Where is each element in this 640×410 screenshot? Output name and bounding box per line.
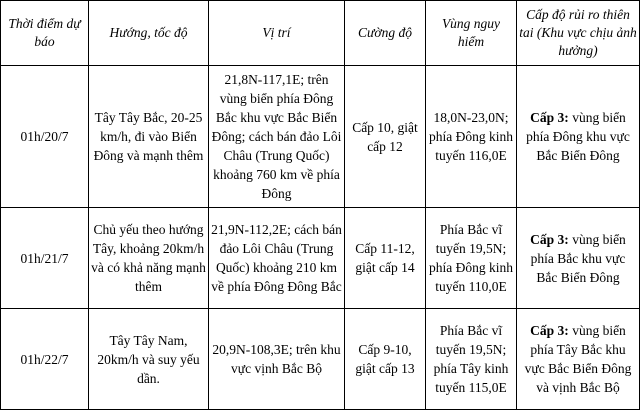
cell-direction: Tây Tây Bắc, 20-25 km/h, đi vào Biển Đông và mạnh thêm bbox=[89, 66, 209, 208]
header-danger-zone: Vùng nguy hiểm bbox=[426, 1, 517, 66]
risk-level: Cấp 3: bbox=[530, 231, 569, 247]
cell-risk bbox=[517, 309, 640, 410]
header-strength: Cường độ bbox=[345, 1, 426, 66]
header-direction: Hướng, tốc độ bbox=[89, 1, 209, 66]
table-header-row bbox=[1, 1, 640, 66]
cell-strength: Cấp 11-12, giật cấp 14 bbox=[345, 208, 426, 309]
cell-time: 01h/22/7 bbox=[1, 309, 89, 410]
cell-risk bbox=[517, 208, 640, 309]
risk-area: vùng biển phía Tây Bắc khu vực Bắc Biển Đông và vịnh Bắc Bộ bbox=[524, 323, 632, 395]
cell-time: 01h/21/7 bbox=[1, 208, 89, 309]
cell-danger-zone: 18,0N-23,0N; phía Đông kinh tuyến 116,0E bbox=[426, 66, 517, 208]
cell-risk bbox=[517, 66, 640, 208]
cell-position: 21,9N-112,2E; cách bán đảo Lôi Châu (Trung Quốc) khoảng 210 km về phía Đông Đông Bắc bbox=[209, 208, 345, 309]
cell-direction: Tây Tây Nam, 20km/h và suy yếu dần. bbox=[89, 309, 209, 410]
table-row bbox=[1, 66, 640, 208]
cell-direction: Chủ yếu theo hướng Tây, khoảng 20km/h và có khả năng mạnh thêm bbox=[89, 208, 209, 309]
header-position: Vị trí bbox=[209, 1, 345, 66]
header-risk: Cấp độ rủi ro thiên tai (Khu vực chịu ảnh hưởng) bbox=[517, 1, 640, 66]
risk-area: vùng biển phía Đông khu vực Bắc Biển Đông bbox=[526, 110, 630, 163]
risk-area: vùng biển phía Bắc khu vực Bắc Biển Đông bbox=[530, 231, 626, 285]
risk-level: Cấp 3: bbox=[530, 323, 569, 338]
table-row bbox=[1, 309, 640, 410]
cell-strength: Cấp 10, giật cấp 12 bbox=[345, 66, 426, 208]
cell-position: 21,8N-117,1E; trên vùng biển phía Đông Bắc khu vực Bắc Biển Đông; cách bán đảo Lôi Châu (Trung Quốc) khoảng 760 km về phía Đông bbox=[209, 66, 345, 208]
header-time: Thời điểm dự báo bbox=[1, 1, 89, 66]
cell-strength: Cấp 9-10, giật cấp 13 bbox=[345, 309, 426, 410]
cell-position: 20,9N-108,3E; trên khu vực vịnh Bắc Bộ bbox=[209, 309, 345, 410]
risk-level: Cấp 3: bbox=[530, 110, 569, 125]
table-row bbox=[1, 208, 640, 309]
cell-time: 01h/20/7 bbox=[1, 66, 89, 208]
cell-danger-zone: Phía Bắc vĩ tuyến 19,5N; phía Tây kinh tuyến 115,0E bbox=[426, 309, 517, 410]
cell-danger-zone: Phía Bắc vĩ tuyến 19,5N; phía Đông kinh tuyến 110,0E bbox=[426, 208, 517, 309]
